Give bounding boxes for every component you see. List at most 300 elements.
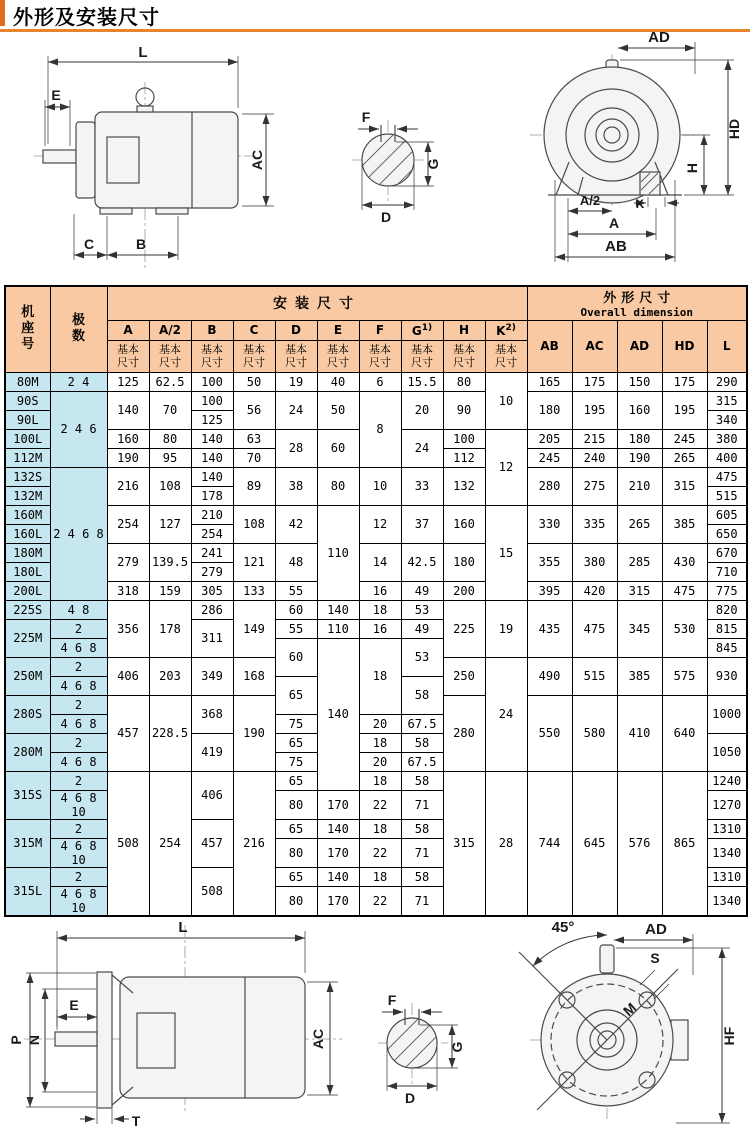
value-cell: 180 (527, 391, 572, 429)
value-cell: 6 (359, 372, 401, 391)
value-cell: 70 (233, 448, 275, 467)
value-cell: 63 (233, 429, 275, 448)
shaft-section-drawing (348, 109, 441, 225)
poles-cell: 2 (50, 819, 107, 838)
frame-cell: 280S (5, 695, 50, 733)
dim-label-AC2: AC (310, 1028, 326, 1050)
header-frame: 机座号 (5, 286, 50, 372)
value-cell: 340 (707, 410, 747, 429)
header-basic-dim: 基本尺寸 (149, 340, 191, 372)
frame-cell: 100L (5, 429, 50, 448)
value-cell: 400 (707, 448, 747, 467)
value-cell: 279 (107, 543, 149, 581)
value-cell: 60 (275, 638, 317, 676)
value-cell: 80 (275, 838, 317, 867)
table-row (5, 581, 747, 600)
value-cell: 215 (572, 429, 617, 448)
flange-front-view-drawing (519, 919, 737, 1123)
header-col-AB: AB (527, 320, 572, 372)
value-cell: 1340 (707, 838, 747, 867)
value-cell: 457 (107, 695, 149, 771)
value-cell: 175 (572, 372, 617, 391)
value-cell: 67.5 (401, 714, 443, 733)
dim-label-E: E (51, 87, 61, 103)
frame-cell: 225S (5, 600, 50, 619)
value-cell: 40 (317, 372, 359, 391)
dim-label-M: M (619, 999, 640, 1020)
value-cell: 55 (275, 581, 317, 600)
value-cell: 216 (233, 771, 275, 916)
value-cell: 20 (359, 752, 401, 771)
header-col-A_2: A/2 (149, 320, 191, 340)
header-col-AD: AD (617, 320, 662, 372)
frame-cell: 315L (5, 867, 50, 916)
poles-cell: 2 (50, 695, 107, 714)
value-cell: 50 (233, 372, 275, 391)
value-cell: 28 (485, 771, 527, 916)
value-cell: 305 (191, 581, 233, 600)
dim-label-G2: G (449, 1041, 465, 1053)
value-cell: 190 (233, 695, 275, 771)
value-cell: 178 (149, 600, 191, 657)
value-cell: 14 (359, 543, 401, 581)
value-cell: 290 (707, 372, 747, 391)
value-cell: 576 (617, 771, 662, 916)
value-cell: 815 (707, 619, 747, 638)
dim-label-L: L (138, 44, 148, 61)
frame-cell: 90L (5, 410, 50, 429)
value-cell: 62.5 (149, 372, 191, 391)
value-cell: 100 (191, 372, 233, 391)
value-cell: 140 (317, 600, 359, 619)
value-cell: 225 (443, 600, 485, 657)
value-cell: 71 (401, 886, 443, 916)
value-cell: 22 (359, 790, 401, 819)
value-cell: 18 (359, 867, 401, 886)
table-row (5, 467, 747, 486)
value-cell: 18 (359, 771, 401, 790)
value-cell: 315 (662, 467, 707, 505)
value-cell: 37 (401, 505, 443, 543)
value-cell: 65 (275, 867, 317, 886)
value-cell: 435 (527, 600, 572, 657)
value-cell: 65 (275, 819, 317, 838)
value-cell: 368 (191, 695, 233, 733)
value-cell: 24 (275, 391, 317, 429)
value-cell: 132 (443, 467, 485, 505)
value-cell: 1340 (707, 886, 747, 916)
value-cell: 490 (527, 657, 572, 695)
value-cell: 12 (485, 429, 527, 505)
dim-label-HD: HD (726, 118, 742, 140)
value-cell: 70 (149, 391, 191, 429)
value-cell: 33 (401, 467, 443, 505)
poles-cell: 2 4 (50, 372, 107, 391)
value-cell: 845 (707, 638, 747, 657)
value-cell: 170 (317, 886, 359, 916)
value-cell: 16 (359, 619, 401, 638)
value-cell: 89 (233, 467, 275, 505)
value-cell: 100 (191, 391, 233, 410)
dim-label-A: A (608, 215, 620, 231)
value-cell: 80 (275, 790, 317, 819)
value-cell: 58 (401, 676, 443, 714)
value-cell: 18 (359, 733, 401, 752)
value-cell: 279 (191, 562, 233, 581)
value-cell: 28 (275, 429, 317, 467)
header-basic-dim: 基本尺寸 (401, 340, 443, 372)
poles-cell: 2 (50, 771, 107, 790)
value-cell: 318 (107, 581, 149, 600)
value-cell: 575 (662, 657, 707, 695)
value-cell: 19 (485, 600, 527, 657)
value-cell: 19 (275, 372, 317, 391)
value-cell: 160 (617, 391, 662, 429)
title-accent-bar (0, 0, 5, 26)
header-col-A: A (107, 320, 149, 340)
value-cell: 125 (107, 372, 149, 391)
value-cell: 385 (662, 505, 707, 543)
header-col-HD: HD (662, 320, 707, 372)
value-cell: 475 (707, 467, 747, 486)
value-cell: 395 (527, 581, 572, 600)
dim-label-HF: HF (721, 1026, 737, 1046)
value-cell: 15.5 (401, 372, 443, 391)
value-cell: 140 (317, 638, 359, 790)
value-cell: 18 (359, 600, 401, 619)
header-col-E: E (317, 320, 359, 340)
value-cell: 380 (707, 429, 747, 448)
header-poles: 极数 (50, 286, 107, 372)
frame-cell: 280M (5, 733, 50, 771)
value-cell: 1310 (707, 819, 747, 838)
value-cell: 330 (527, 505, 572, 543)
value-cell: 245 (527, 448, 572, 467)
value-cell: 170 (317, 838, 359, 867)
value-cell: 356 (107, 600, 149, 657)
dim-label-G: G (425, 158, 441, 170)
value-cell: 55 (275, 619, 317, 638)
value-cell: 508 (191, 867, 233, 916)
value-cell: 410 (617, 695, 662, 771)
value-cell: 58 (401, 867, 443, 886)
value-cell: 49 (401, 619, 443, 638)
value-cell: 90 (443, 391, 485, 429)
value-cell: 457 (191, 819, 233, 867)
table-row (5, 543, 747, 562)
poles-cell: 4 6 8 (50, 638, 107, 657)
value-cell: 645 (572, 771, 617, 916)
value-cell: 56 (233, 391, 275, 429)
value-cell: 385 (617, 657, 662, 695)
dim-label-F2: F (387, 992, 397, 1008)
value-cell: 315 (443, 771, 485, 916)
poles-cell: 4 6 8 (50, 676, 107, 695)
table-row (5, 600, 747, 619)
value-cell: 49 (401, 581, 443, 600)
table-row (5, 505, 747, 524)
value-cell: 112 (443, 448, 485, 467)
value-cell: 178 (191, 486, 233, 505)
bottom-diagrams (0, 895, 750, 1132)
value-cell: 406 (191, 771, 233, 819)
value-cell: 71 (401, 838, 443, 867)
value-cell: 640 (662, 695, 707, 771)
dim-label-S: S (650, 950, 660, 966)
value-cell: 140 (191, 429, 233, 448)
value-cell: 60 (317, 429, 359, 467)
value-cell: 139.5 (149, 543, 191, 581)
value-cell: 355 (527, 543, 572, 581)
dim-label-45: 45° (551, 919, 575, 936)
value-cell: 22 (359, 838, 401, 867)
header-basic-dim: 基本尺寸 (317, 340, 359, 372)
value-cell: 240 (572, 448, 617, 467)
header-basic-dim: 基本尺寸 (275, 340, 317, 372)
dim-label-H: H (684, 162, 700, 174)
frame-cell: 80M (5, 372, 50, 391)
value-cell: 1050 (707, 733, 747, 771)
value-cell: 58 (401, 819, 443, 838)
poles-cell: 2 (50, 619, 107, 638)
value-cell: 95 (149, 448, 191, 467)
value-cell: 195 (662, 391, 707, 429)
value-cell: 406 (107, 657, 149, 695)
value-cell: 865 (662, 771, 707, 916)
value-cell: 140 (317, 867, 359, 886)
value-cell: 121 (233, 543, 275, 581)
value-cell: 50 (317, 391, 359, 429)
frame-cell: 315S (5, 771, 50, 819)
header-col-L: L (707, 320, 747, 372)
poles-cell: 2 (50, 657, 107, 676)
value-cell: 16 (359, 581, 401, 600)
dim-label-L2: L (178, 919, 188, 936)
value-cell: 53 (401, 600, 443, 619)
dim-label-T: T (131, 1113, 141, 1129)
value-cell: 12 (359, 505, 401, 543)
header-col-C: C (233, 320, 275, 340)
value-cell: 286 (191, 600, 233, 619)
dim-label-A2: A/2 (579, 193, 601, 208)
value-cell: 160 (443, 505, 485, 543)
value-cell: 1240 (707, 771, 747, 790)
value-cell: 8 (359, 391, 401, 467)
header-basic-dim: 基本尺寸 (233, 340, 275, 372)
frame-cell: 250M (5, 657, 50, 695)
value-cell: 250 (443, 657, 485, 695)
value-cell: 125 (191, 410, 233, 429)
value-cell: 160 (107, 429, 149, 448)
poles-cell: 2 (50, 733, 107, 752)
value-cell: 550 (527, 695, 572, 771)
value-cell: 1270 (707, 790, 747, 819)
value-cell: 71 (401, 790, 443, 819)
value-cell: 140 (317, 819, 359, 838)
value-cell: 605 (707, 505, 747, 524)
poles-cell: 2 4 6 8 (50, 467, 107, 600)
value-cell: 254 (149, 771, 191, 916)
dim-label-AB: AB (605, 238, 627, 255)
value-cell: 58 (401, 733, 443, 752)
dimensions-table (4, 285, 748, 917)
value-cell: 24 (485, 657, 527, 771)
motor-front-view-drawing (530, 30, 742, 262)
frame-cell: 180M (5, 543, 50, 562)
value-cell: 20 (359, 714, 401, 733)
frame-cell: 315M (5, 819, 50, 867)
value-cell: 15 (485, 505, 527, 600)
value-cell: 18 (359, 638, 401, 714)
value-cell: 48 (275, 543, 317, 581)
value-cell: 65 (275, 676, 317, 714)
value-cell: 53 (401, 638, 443, 676)
value-cell: 744 (527, 771, 572, 916)
dim-label-D2: D (404, 1090, 416, 1106)
value-cell: 205 (527, 429, 572, 448)
dim-label-AD2: AD (645, 921, 667, 938)
value-cell: 80 (149, 429, 191, 448)
value-cell: 42.5 (401, 543, 443, 581)
value-cell: 75 (275, 714, 317, 733)
value-cell: 203 (149, 657, 191, 695)
value-cell: 265 (617, 505, 662, 543)
poles-cell: 4 6 8 10 (50, 886, 107, 916)
value-cell: 80 (317, 467, 359, 505)
value-cell: 380 (572, 543, 617, 581)
value-cell: 580 (572, 695, 617, 771)
value-cell: 265 (662, 448, 707, 467)
value-cell: 216 (107, 467, 149, 505)
value-cell: 65 (275, 733, 317, 752)
dim-label-F: F (361, 109, 371, 125)
poles-cell: 4 8 (50, 600, 107, 619)
table-row (5, 372, 747, 391)
value-cell: 80 (275, 886, 317, 916)
value-cell: 10 (359, 467, 401, 505)
poles-cell: 2 (50, 867, 107, 886)
frame-cell: 160M (5, 505, 50, 524)
header-col-AC: AC (572, 320, 617, 372)
value-cell: 515 (572, 657, 617, 695)
header-basic-dim: 基本尺寸 (443, 340, 485, 372)
value-cell: 10 (485, 372, 527, 429)
dim-label-N: N (26, 1034, 42, 1046)
value-cell: 18 (359, 819, 401, 838)
header-col-B: B (191, 320, 233, 340)
poles-cell: 4 6 8 10 (50, 838, 107, 867)
header-group-install: 安装尺寸 (107, 286, 527, 320)
value-cell: 38 (275, 467, 317, 505)
value-cell: 60 (275, 600, 317, 619)
value-cell: 775 (707, 581, 747, 600)
value-cell: 430 (662, 543, 707, 581)
frame-cell: 132M (5, 486, 50, 505)
value-cell: 210 (191, 505, 233, 524)
dim-label-E2: E (69, 997, 79, 1013)
frame-cell: 160L (5, 524, 50, 543)
value-cell: 280 (527, 467, 572, 505)
value-cell: 149 (233, 600, 275, 657)
frame-cell: 132S (5, 467, 50, 486)
value-cell: 180 (443, 543, 485, 581)
value-cell: 311 (191, 619, 233, 657)
header-basic-dim: 基本尺寸 (359, 340, 401, 372)
motor-side-view-drawing (34, 44, 274, 268)
value-cell: 42 (275, 505, 317, 543)
value-cell: 133 (233, 581, 275, 600)
value-cell: 195 (572, 391, 617, 429)
value-cell: 140 (107, 391, 149, 429)
value-cell: 710 (707, 562, 747, 581)
frame-cell: 225M (5, 619, 50, 657)
value-cell: 420 (572, 581, 617, 600)
dim-label-B: B (135, 236, 147, 252)
value-cell: 165 (527, 372, 572, 391)
dim-label-D: D (380, 209, 392, 225)
value-cell: 228.5 (149, 695, 191, 771)
dim-label-C: C (83, 236, 95, 252)
value-cell: 245 (662, 429, 707, 448)
value-cell: 210 (617, 467, 662, 505)
value-cell: 140 (191, 448, 233, 467)
dim-label-AC: AC (249, 149, 265, 171)
value-cell: 168 (233, 657, 275, 695)
value-cell: 22 (359, 886, 401, 916)
value-cell: 930 (707, 657, 747, 695)
value-cell: 67.5 (401, 752, 443, 771)
header-basic-dim: 基本尺寸 (191, 340, 233, 372)
value-cell: 419 (191, 733, 233, 771)
value-cell: 190 (107, 448, 149, 467)
dim-label-K: K (635, 197, 645, 211)
value-cell: 280 (443, 695, 485, 771)
value-cell: 24 (401, 429, 443, 467)
value-cell: 508 (107, 771, 149, 916)
value-cell: 241 (191, 543, 233, 562)
title-bar (0, 0, 750, 32)
value-cell: 200 (443, 581, 485, 600)
poles-cell: 4 6 8 10 (50, 790, 107, 819)
value-cell: 159 (149, 581, 191, 600)
value-cell: 475 (572, 600, 617, 657)
value-cell: 175 (662, 372, 707, 391)
value-cell: 475 (662, 581, 707, 600)
dim-label-AD: AD (648, 30, 670, 46)
header-basic-dim: 基本尺寸 (485, 340, 527, 372)
header-col-K: $K^{2)}$ (485, 320, 527, 340)
value-cell: 315 (707, 391, 747, 410)
poles-cell: 4 6 8 (50, 714, 107, 733)
value-cell: 127 (149, 505, 191, 543)
value-cell: 530 (662, 600, 707, 657)
table-row (5, 391, 747, 410)
value-cell: 80 (443, 372, 485, 391)
frame-cell: 180L (5, 562, 50, 581)
value-cell: 75 (275, 752, 317, 771)
value-cell: 180 (617, 429, 662, 448)
dim-label-P: P (8, 1035, 24, 1045)
flange-motor-side-view-drawing (8, 919, 342, 1129)
value-cell: 285 (617, 543, 662, 581)
value-cell: 65 (275, 771, 317, 790)
value-cell: 254 (107, 505, 149, 543)
value-cell: 108 (233, 505, 275, 543)
value-cell: 650 (707, 524, 747, 543)
header-col-G: $G^{1)}$ (401, 320, 443, 340)
value-cell: 1000 (707, 695, 747, 733)
frame-cell: 90S (5, 391, 50, 410)
